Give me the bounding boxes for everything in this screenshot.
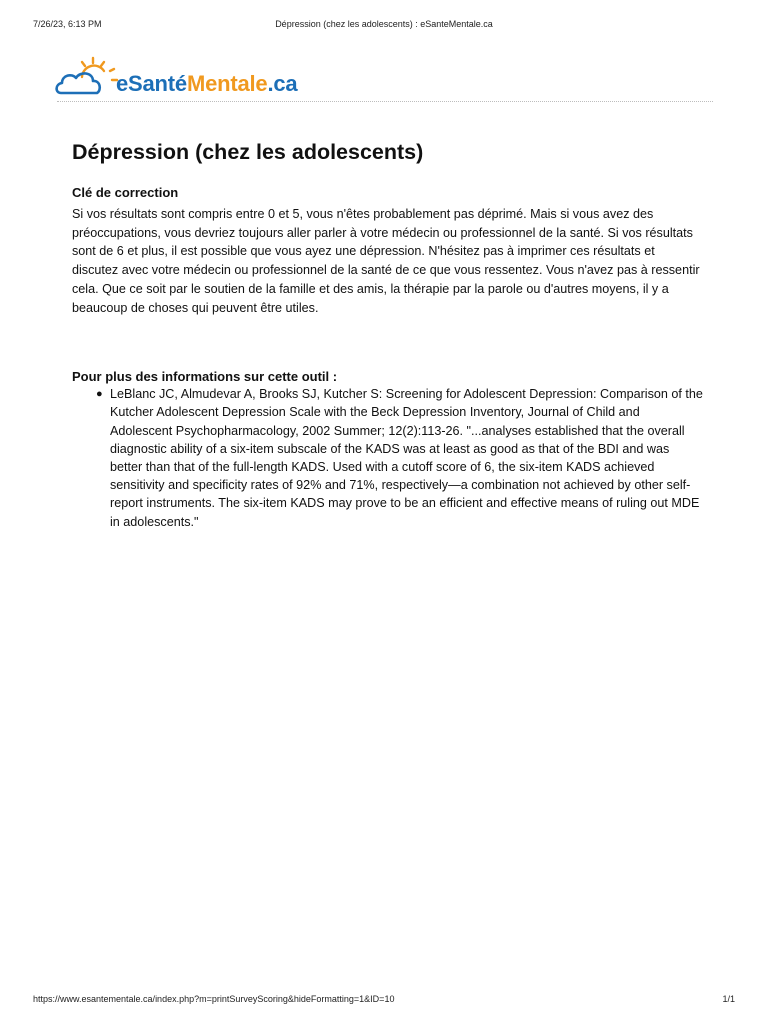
reference-text: LeBlanc JC, Almudevar A, Brooks SJ, Kutcher S: Screening for Adolescent Depression: Comparison of the Kutcher Adolescent Depression Scale with the Beck Depression Inventory, Journal of Child and Adolescent Psychopharmacology, 2002 Summer; 12(2):113-26. "...analyses established that the overall diagnostic ability of a six-item subscale of the KADS was at least as good as that of the BDI and was better than that of the full-length KADS. Used with a cutoff score of 6, the six-item KADS achieved sensitivity and specificity rates of 92% and 71%, respectively—a combination not achieved by other self-report instruments. The six-item KADS may prove to be an efficient and effective means of ruling out MDE in adolescents." <box>110 387 703 529</box>
scoring-key-paragraph: Si vos résultats sont compris entre 0 et 5, vous n'êtes probablement pas déprimé. Mais si vous avez des préoccupations, vous devriez toujours aller parler à votre médecin ou professionnel de la santé. Si vos résultats sont de 6 et plus, il est possible que vous ayez une dépression. N'hésitez pas à imprimer ces résultats et discutez avec votre médecin ou professionnel de la santé de ce que vous ressentez. Vous n'avez pas à ressentir cela. Que ce soit par le soutien de la famille et des amis, la thérapie par la parole ou d'autres moyens, il y a beaucoup de choses qui peuvent être utiles. <box>72 207 700 315</box>
logo-text-mentale: Mentale <box>186 71 268 96</box>
site-logo[interactable] <box>55 55 355 101</box>
scoring-key-heading: Clé de correction <box>72 185 179 200</box>
main-content <box>72 138 704 531</box>
print-url: https://www.esantementale.ca/index.php?m=printSurveyScoring&hideFormatting=1&ID=10 <box>33 994 395 1004</box>
print-date: 7/26/23, 6:13 PM <box>33 19 102 29</box>
page-title: Dépression (chez les adolescents) <box>72 140 424 164</box>
print-page-title: Dépression (chez les adolescents) : eSanteMentale.ca <box>275 19 493 29</box>
more-info-heading: Pour plus des informations sur cette outil : <box>72 369 338 385</box>
reference-list <box>72 385 704 531</box>
page-indicator: 1/1 <box>722 994 735 1004</box>
header-divider <box>57 101 713 102</box>
logo-text-esante: eSanté <box>116 71 187 96</box>
sun-cloud-icon <box>55 55 119 101</box>
bullet-icon: ● <box>96 388 103 401</box>
logo-text-ca: .ca <box>267 71 298 96</box>
logo-wordmark <box>116 70 297 98</box>
list-item <box>96 385 704 531</box>
